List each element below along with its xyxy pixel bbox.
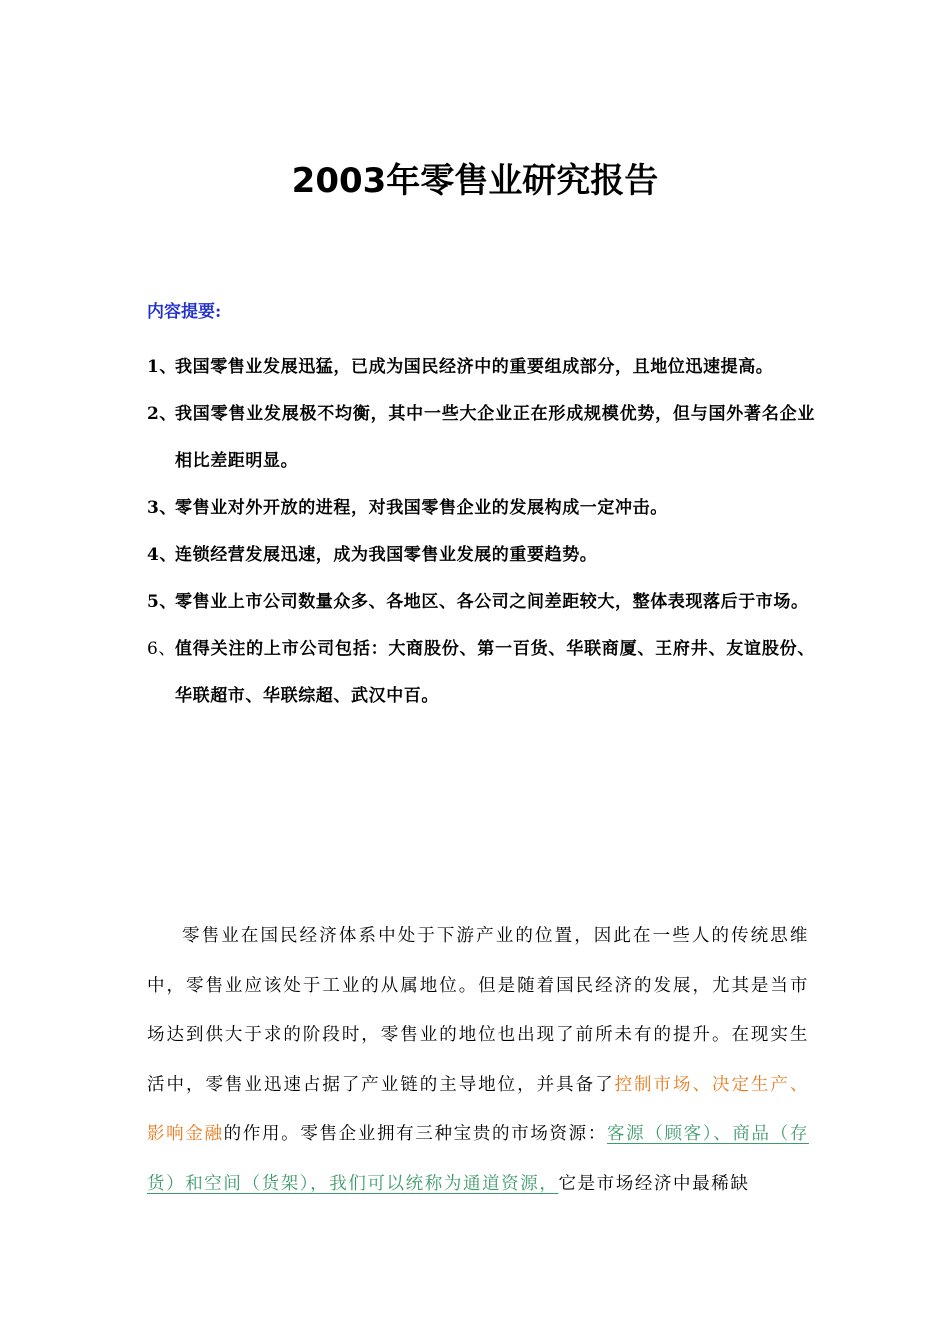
highlight-channel-resources: 客源（顾客）、商品（存货）和空间（货架），我们可以统称为通道资源， [147,1124,809,1194]
summary-item-text: 连锁经营发展迅速，成为我国零售业发展的重要趋势。 [175,545,598,565]
summary-item-6 [147,626,815,720]
body-paragraph [147,912,809,1209]
summary-item-number: 3、 [147,498,178,518]
summary-item-number: 1、 [147,357,178,377]
summary-item-1 [147,344,815,391]
summary-item-number: 2、 [147,404,178,424]
body-text-part-3: 它是市场经济中最稀缺 [558,1173,750,1194]
summary-item-4 [147,532,815,579]
summary-item-text: 零售业上市公司数量众多、各地区、各公司之间差距较大，整体表现落后于市场。 [175,592,809,612]
summary-item-number: 5、 [147,592,178,612]
page-title: 2003年零售业研究报告 [291,160,659,201]
highlight-control-market: 控制市场、决定生产、影响金融 [147,1074,809,1144]
body-text-part-1: 零售业在国民经济体系中处于下游产业的位置，因此在一些人的传统思维中，零售业应该处于工业的从属地位。但是随着国民经济的发展，尤其是当市场达到供大于求的阶段时，零售业的地位也出现了前所未有的提升。在现实生活中，零售业迅速占据了产业链的主导地位，并具备了 [147,926,809,1095]
summary-item-number: 6、 [147,639,177,659]
summary-item-text: 零售业对外开放的进程，对我国零售企业的发展构成一定冲击。 [175,498,668,518]
summary-item-3 [147,485,815,532]
summary-list [147,344,815,720]
summary-item-5 [147,579,815,626]
summary-item-text: 值得关注的上市公司包括：大商股份、第一百货、华联商厦、王府井、友谊股份、华联超市、华联综超、武汉中百。 [175,639,815,706]
body-text-part-2: 的作用。零售企业拥有三种宝贵的市场资源： [223,1124,607,1144]
summary-heading: 内容提要: [147,302,222,322]
summary-item-text: 我国零售业发展极不均衡，其中一些大企业正在形成规模优势，但与国外著名企业相比差距明显。 [175,404,815,471]
summary-item-text: 我国零售业发展迅猛，已成为国民经济中的重要组成部分，且地位迅速提高。 [175,357,774,377]
summary-item-2 [147,391,815,485]
summary-item-number: 4、 [147,545,178,565]
